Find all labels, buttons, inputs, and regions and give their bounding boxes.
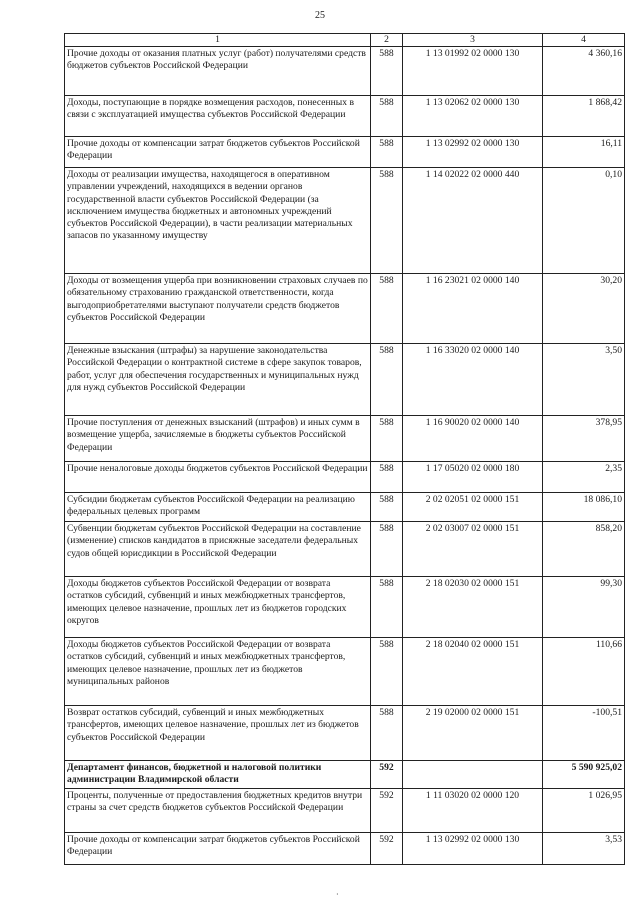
admin-code-cell: 588 xyxy=(371,96,403,137)
budget-code-cell: 2 02 02051 02 0000 151 xyxy=(403,493,543,522)
amount-cell: 3,50 xyxy=(543,344,625,416)
revenue-name-cell: Департамент финансов, бюджетной и налоговой политики администрации Владимирской области xyxy=(65,761,371,788)
table-row xyxy=(65,274,625,344)
revenue-name-cell: Проценты, полученные от предоставления бюджетных кредитов внутри страны за счет средств бюджетов субъектов Российской Федерации xyxy=(65,788,371,832)
page-number: 25 xyxy=(315,10,325,21)
admin-code-cell: 588 xyxy=(371,577,403,638)
admin-code-cell: 592 xyxy=(371,761,403,788)
revenue-name-cell: Прочие доходы от компенсации затрат бюджетов субъектов Российской Федерации xyxy=(65,832,371,864)
budget-code-cell: 1 13 02992 02 0000 130 xyxy=(403,137,543,168)
table-row xyxy=(65,577,625,638)
admin-code-cell: 588 xyxy=(371,416,403,462)
table-row xyxy=(65,493,625,522)
admin-code-cell: 588 xyxy=(371,47,403,96)
amount-cell: 3,53 xyxy=(543,832,625,864)
table-row xyxy=(65,168,625,274)
amount-cell: 858,20 xyxy=(543,522,625,577)
admin-code-cell: 592 xyxy=(371,788,403,832)
budget-code-cell: 1 13 02062 02 0000 130 xyxy=(403,96,543,137)
column-header: 2 xyxy=(371,34,403,47)
admin-code-cell: 588 xyxy=(371,493,403,522)
budget-code-cell: 2 18 02040 02 0000 151 xyxy=(403,638,543,706)
revenue-table xyxy=(64,33,625,865)
admin-code-cell: 588 xyxy=(371,462,403,493)
revenue-name-cell: Субвенции бюджетам субъектов Российской Федерации на составление (изменение) списков кандидатов в присяжные заседатели федеральных судов общей юрисдикции в Российской Федерации xyxy=(65,522,371,577)
amount-cell: 1 868,42 xyxy=(543,96,625,137)
amount-cell: 4 360,16 xyxy=(543,47,625,96)
table-row xyxy=(65,344,625,416)
revenue-name-cell: Доходы от реализации имущества, находящегося в оперативном управлении учреждений, находящихся в ведении органов государственной власти субъектов Российской Федерации (за исключением имущества бюджетных и автономных учреждений субъектов Российской Федерации), в части реализации материальных запасов по указанному имуществу xyxy=(65,168,371,274)
revenue-name-cell: Субсидии бюджетам субъектов Российской Федерации на реализацию федеральных целевых программ xyxy=(65,493,371,522)
budget-code-cell: 2 18 02030 02 0000 151 xyxy=(403,577,543,638)
amount-cell: 18 086,10 xyxy=(543,493,625,522)
admin-code-cell: 588 xyxy=(371,522,403,577)
revenue-name-cell: Прочие доходы от компенсации затрат бюджетов субъектов Российской Федерации xyxy=(65,137,371,168)
budget-code-cell: 1 17 05020 02 0000 180 xyxy=(403,462,543,493)
amount-cell: -100,51 xyxy=(543,706,625,761)
amount-cell: 16,11 xyxy=(543,137,625,168)
amount-cell: 2,35 xyxy=(543,462,625,493)
admin-code-cell: 588 xyxy=(371,344,403,416)
table-row xyxy=(65,462,625,493)
column-header: 4 xyxy=(543,34,625,47)
revenue-name-cell: Доходы, поступающие в порядке возмещения расходов, понесенных в связи с эксплуатацией имущества субъектов Российской Федерации xyxy=(65,96,371,137)
revenue-name-cell: Прочие поступления от денежных взысканий (штрафов) и иных сумм в возмещение ущерба, зачисляемые в бюджеты субъектов Российской Федерации xyxy=(65,416,371,462)
table-row xyxy=(65,706,625,761)
admin-code-cell: 588 xyxy=(371,638,403,706)
column-header: 3 xyxy=(403,34,543,47)
budget-code-cell: 2 02 03007 02 0000 151 xyxy=(403,522,543,577)
amount-cell: 0,10 xyxy=(543,168,625,274)
amount-cell: 5 590 925,02 xyxy=(543,761,625,788)
revenue-name-cell: Доходы бюджетов субъектов Российской Федерации от возврата остатков субсидий, субвенций и иных межбюджетных трансфертов, имеющих целевое назначение, прошлых лет из бюджетов муниципальных районов xyxy=(65,638,371,706)
revenue-name-cell: Возврат остатков субсидий, субвенций и иных межбюджетных трансфертов, имеющих целевое назначение, прошлых лет из бюджетов субъектов Российской Федерации xyxy=(65,706,371,761)
revenue-name-cell: Прочие доходы от оказания платных услуг (работ) получателями средств бюджетов субъектов Российской Федерации xyxy=(65,47,371,96)
budget-code-cell: 1 16 90020 02 0000 140 xyxy=(403,416,543,462)
table-row xyxy=(65,832,625,864)
budget-code-cell: 1 11 03020 02 0000 120 xyxy=(403,788,543,832)
amount-cell: 1 026,95 xyxy=(543,788,625,832)
budget-code-cell xyxy=(403,761,543,788)
department-row xyxy=(65,761,625,788)
admin-code-cell: 588 xyxy=(371,168,403,274)
budget-code-cell: 1 13 02992 02 0000 130 xyxy=(403,832,543,864)
revenue-name-cell: Доходы от возмещения ущерба при возникновении страховых случаев по обязательному страхованию гражданской ответственности, когда выгодоприобретателями выступают получатели средств бюджетов субъектов Российской Федерации xyxy=(65,274,371,344)
scan-mark: · xyxy=(336,890,339,899)
amount-cell: 30,20 xyxy=(543,274,625,344)
budget-code-cell: 1 16 33020 02 0000 140 xyxy=(403,344,543,416)
table-row xyxy=(65,522,625,577)
amount-cell: 99,30 xyxy=(543,577,625,638)
table-row xyxy=(65,788,625,832)
column-header: 1 xyxy=(65,34,371,47)
table-row xyxy=(65,638,625,706)
amount-cell: 378,95 xyxy=(543,416,625,462)
table-row xyxy=(65,47,625,96)
table-row xyxy=(65,416,625,462)
admin-code-cell: 588 xyxy=(371,706,403,761)
amount-cell: 110,66 xyxy=(543,638,625,706)
admin-code-cell: 588 xyxy=(371,274,403,344)
admin-code-cell: 588 xyxy=(371,137,403,168)
budget-code-cell: 1 14 02022 02 0000 440 xyxy=(403,168,543,274)
revenue-name-cell: Доходы бюджетов субъектов Российской Федерации от возврата остатков субсидий, субвенций и иных межбюджетных трансфертов, имеющих целевое назначение, прошлых лет из бюджетов городских округов xyxy=(65,577,371,638)
budget-code-cell: 1 13 01992 02 0000 130 xyxy=(403,47,543,96)
admin-code-cell: 592 xyxy=(371,832,403,864)
revenue-name-cell: Прочие неналоговые доходы бюджетов субъектов Российской Федерации xyxy=(65,462,371,493)
table-row xyxy=(65,137,625,168)
table-header-row xyxy=(65,34,625,47)
table-row xyxy=(65,96,625,137)
budget-code-cell: 2 19 02000 02 0000 151 xyxy=(403,706,543,761)
budget-code-cell: 1 16 23021 02 0000 140 xyxy=(403,274,543,344)
revenue-name-cell: Денежные взыскания (штрафы) за нарушение законодательства Российской Федерации о контрактной системе в сфере закупок товаров, работ, услуг для обеспечения государственных и муниципальных нужд для нужд субъектов Российской Федерации xyxy=(65,344,371,416)
